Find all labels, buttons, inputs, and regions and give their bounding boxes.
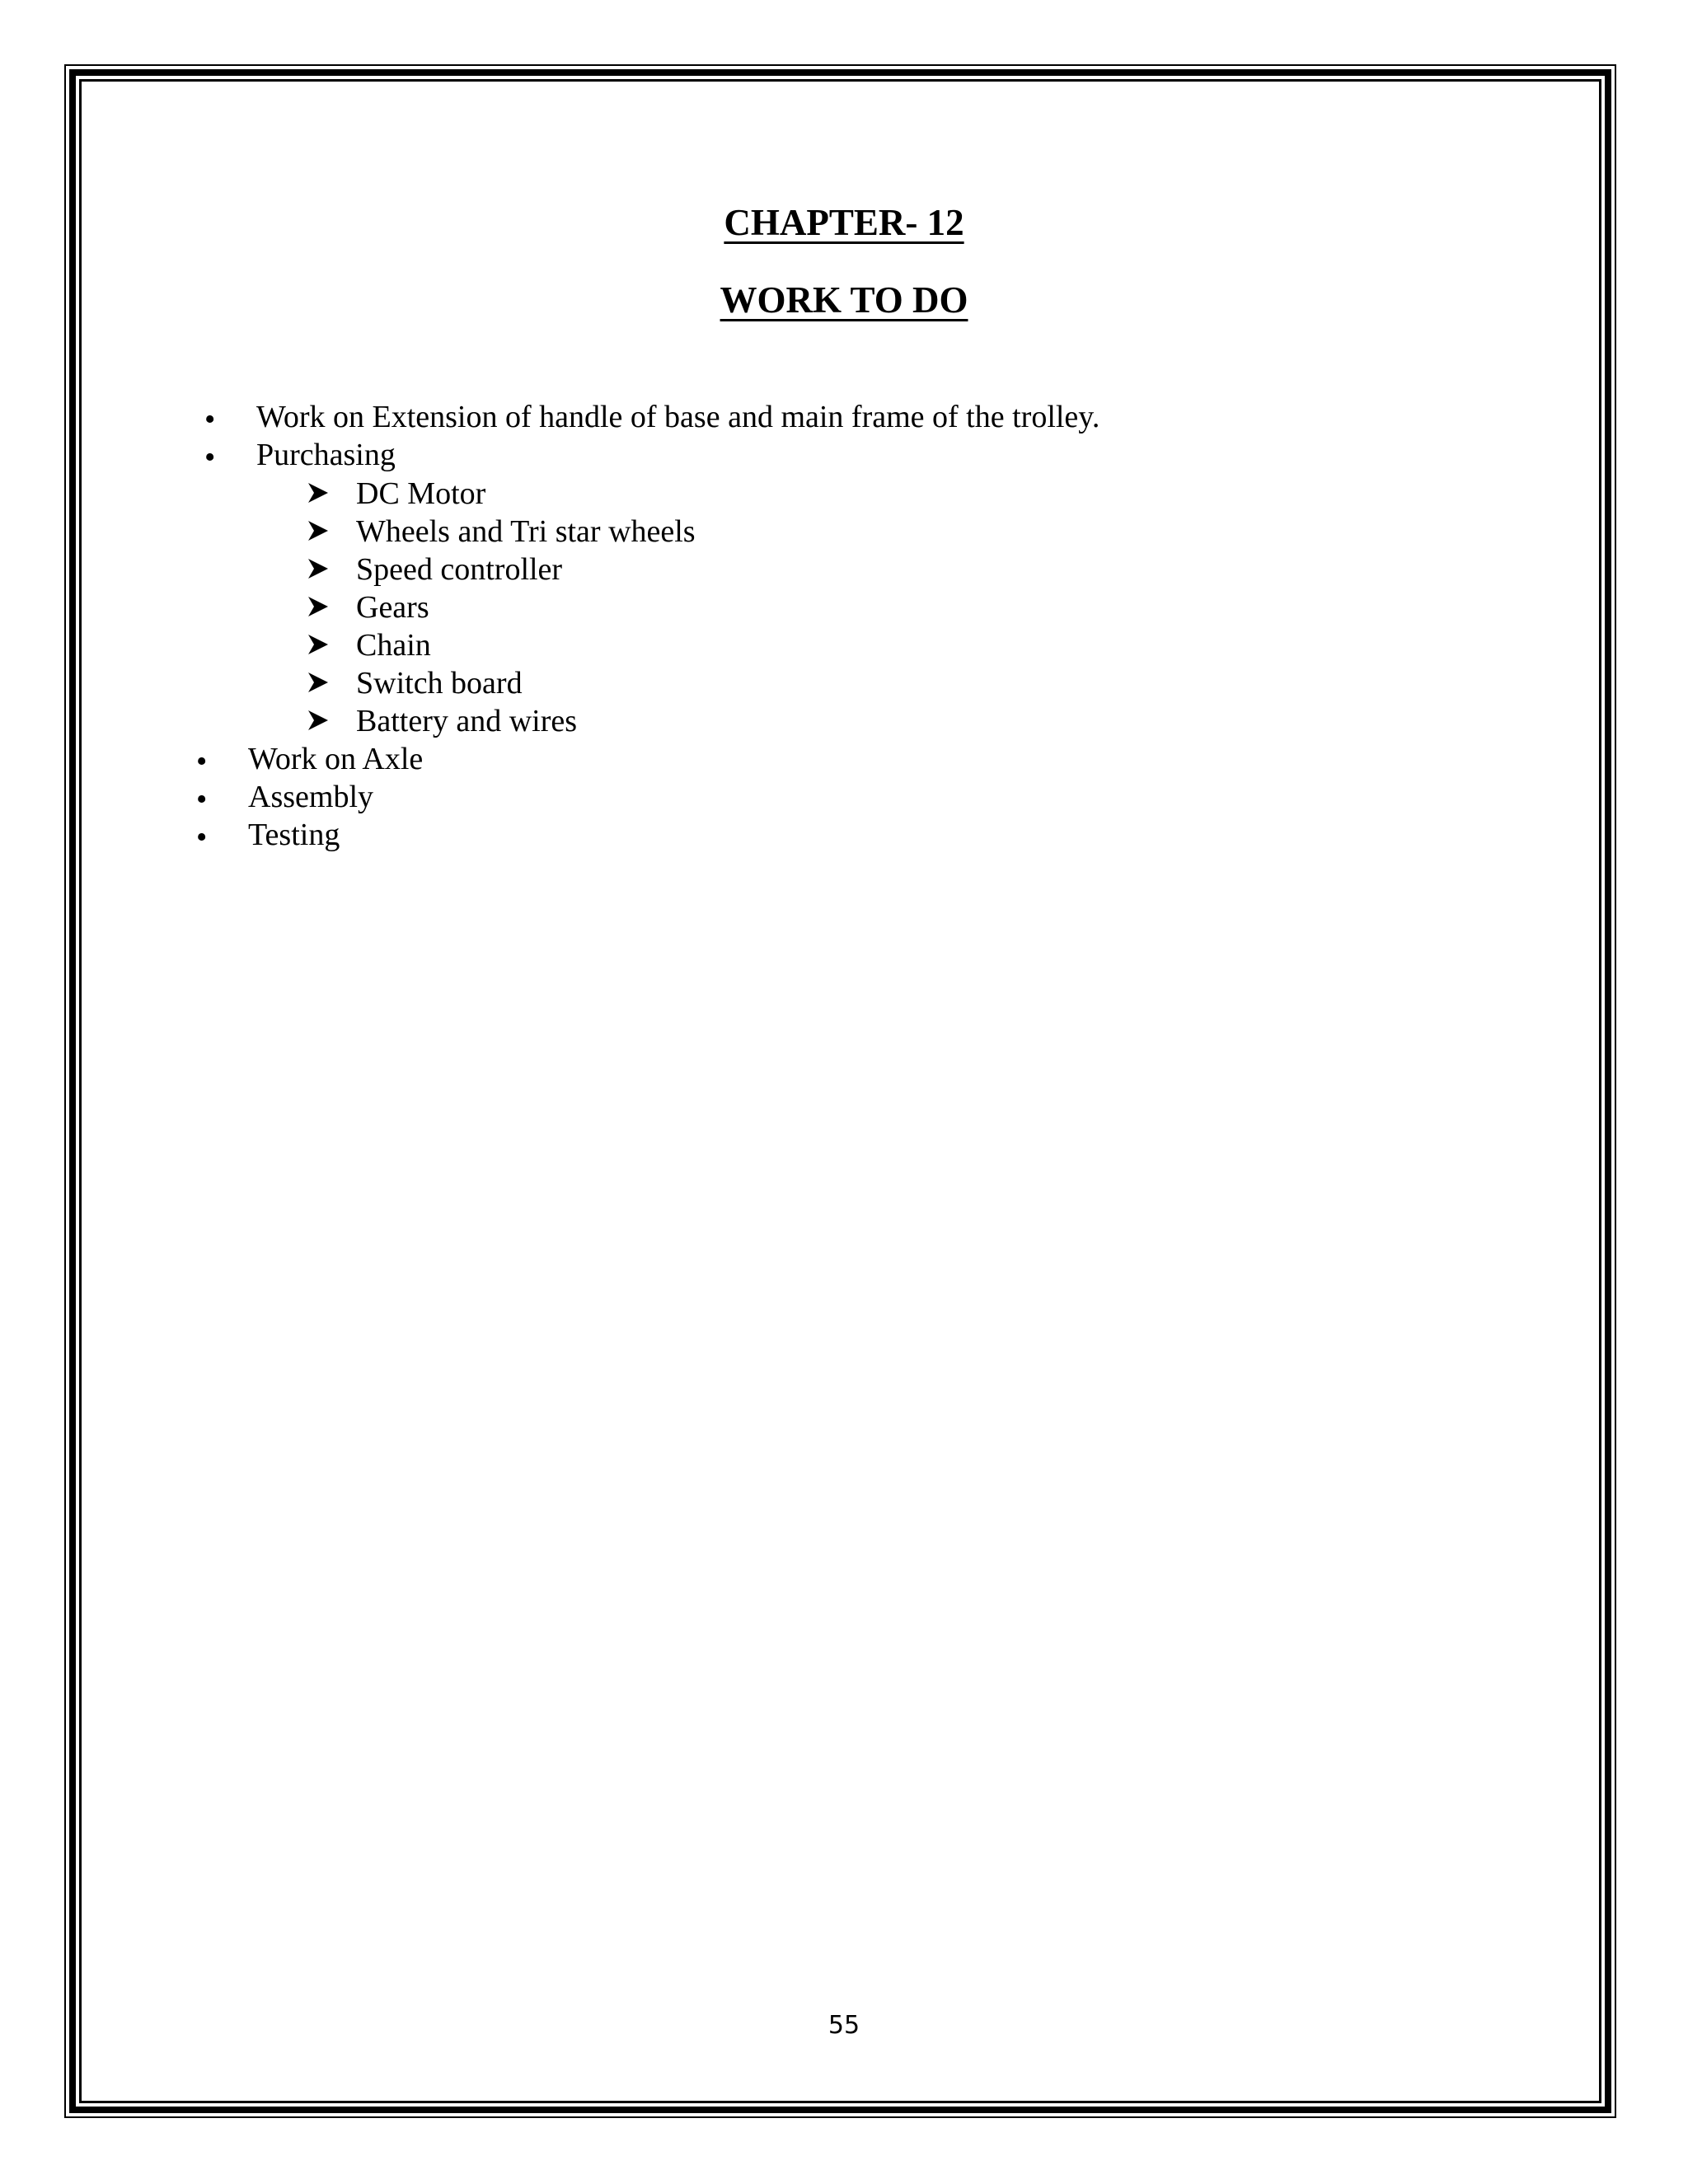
list-item: Assembly — [248, 780, 373, 814]
section-title: WORK TO DO — [720, 279, 968, 321]
list-item: Work on Extension of handle of base and main frame of the trolley. — [256, 400, 1100, 434]
arrowhead-bullet-icon — [307, 634, 329, 655]
list-item: Work on Axle — [248, 742, 424, 776]
arrowhead-bullet-icon — [307, 482, 329, 504]
page-number: 55 — [828, 2011, 860, 2040]
list-item: Purchasing — [256, 438, 396, 472]
bullet-marker: • — [196, 782, 208, 817]
sub-list-item: Gears — [356, 590, 429, 625]
arrowhead-bullet-icon — [307, 596, 329, 617]
chapter-title: CHAPTER- 12 — [724, 202, 964, 243]
arrowhead-bullet-icon — [307, 672, 329, 693]
page-border-inner — [79, 79, 1601, 2103]
sub-list-item: Chain — [356, 628, 431, 663]
bullet-marker: • — [204, 440, 216, 475]
arrowhead-bullet-icon — [307, 520, 329, 541]
sub-list-item: DC Motor — [356, 476, 486, 511]
bullet-marker: • — [204, 402, 216, 437]
sub-list-item: Switch board — [356, 666, 523, 701]
list-item: Testing — [248, 818, 340, 852]
bullet-marker: • — [196, 744, 208, 779]
sub-list-item: Speed controller — [356, 552, 563, 587]
sub-list-item: Battery and wires — [356, 704, 578, 738]
arrowhead-bullet-icon — [307, 558, 329, 579]
bullet-marker: • — [196, 820, 208, 855]
arrowhead-bullet-icon — [307, 710, 329, 731]
sub-list-item: Wheels and Tri star wheels — [356, 514, 696, 549]
